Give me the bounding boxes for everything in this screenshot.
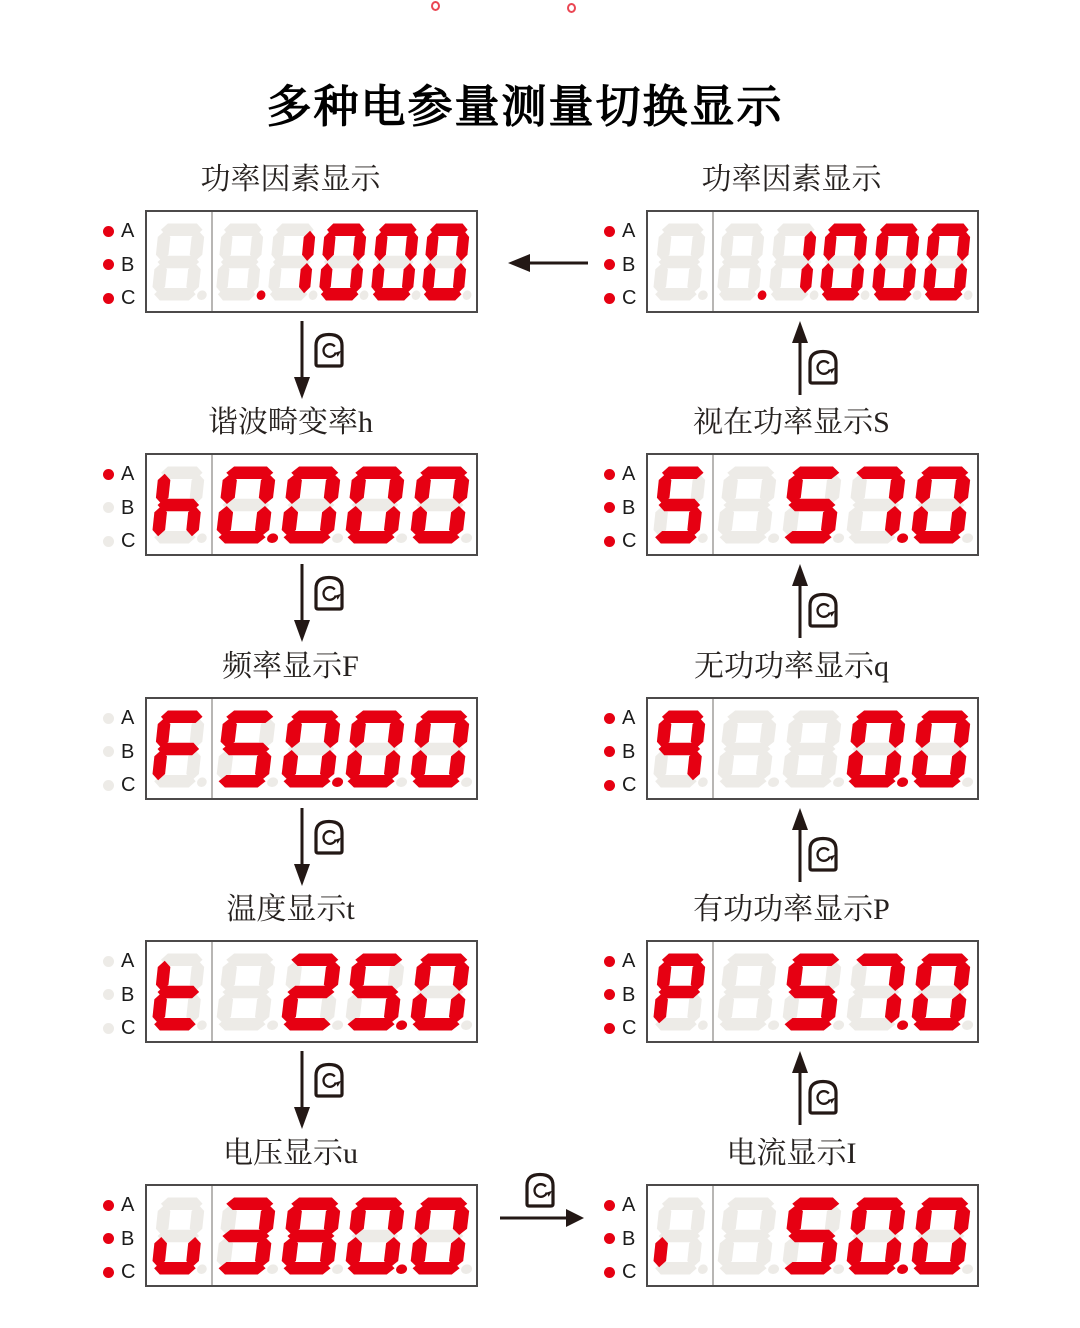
phase-c-dot bbox=[103, 1267, 114, 1278]
phase-b-dot bbox=[604, 259, 615, 270]
phase-b-indicator bbox=[604, 742, 646, 762]
display-harmonic-distortion-h bbox=[103, 403, 478, 556]
phase-c-dot bbox=[103, 536, 114, 547]
page-title: 多种电参量测量切换显示 bbox=[266, 80, 784, 133]
display-power-factor-left bbox=[103, 160, 478, 313]
mode-digit-cell bbox=[648, 953, 712, 1031]
phase-a-indicator bbox=[604, 1195, 646, 1215]
phase-a-label: A bbox=[121, 463, 135, 485]
phase-b-indicator bbox=[604, 1229, 646, 1249]
phase-c-indicator bbox=[604, 1018, 646, 1038]
phase-b-label: B bbox=[622, 983, 636, 1006]
phase-b-dot bbox=[103, 502, 114, 513]
phase-c-dot bbox=[103, 293, 114, 304]
led-digit-0 bbox=[344, 1197, 409, 1275]
phase-indicators bbox=[604, 210, 646, 313]
led-digit-0 bbox=[370, 223, 422, 301]
phase-b-dot bbox=[103, 259, 114, 270]
phase-b-dot bbox=[604, 989, 615, 1000]
led-digit-0 bbox=[871, 223, 923, 301]
phase-a-label: A bbox=[121, 1194, 135, 1216]
phase-a-label: A bbox=[622, 1194, 636, 1216]
led-digit-ghost bbox=[716, 710, 781, 788]
phase-a-label: A bbox=[121, 220, 135, 242]
led-digit-0 bbox=[409, 953, 474, 1031]
display-label: 电流显示I bbox=[726, 1137, 857, 1170]
phase-a-indicator bbox=[103, 708, 145, 728]
phase-a-indicator bbox=[103, 1195, 145, 1215]
mode-digit-cell bbox=[147, 953, 211, 1031]
led-digit-0 bbox=[910, 953, 975, 1031]
mode-digit-cell bbox=[147, 466, 211, 544]
phase-a-dot bbox=[103, 226, 114, 237]
led-panel bbox=[145, 940, 478, 1043]
value-digit-cells bbox=[213, 466, 476, 544]
led-digit-0 bbox=[280, 466, 345, 544]
value-digit-cells bbox=[714, 1197, 977, 1275]
phase-a-label: A bbox=[121, 950, 135, 972]
phase-b-indicator bbox=[103, 1229, 145, 1249]
led-digit-0 bbox=[845, 710, 910, 788]
phase-b-dot bbox=[103, 989, 114, 1000]
flow-arrow-up bbox=[791, 808, 851, 888]
led-digit-ghost bbox=[151, 223, 208, 301]
phase-c-indicator bbox=[103, 775, 145, 795]
led-digit-1 bbox=[768, 223, 820, 301]
cycle-key-icon bbox=[810, 595, 836, 627]
led-digit-ghost bbox=[716, 466, 781, 544]
led-panel bbox=[145, 210, 478, 313]
led-panel bbox=[646, 210, 979, 313]
led-panel bbox=[145, 1184, 478, 1287]
display-label: 功率因素显示 bbox=[200, 163, 381, 196]
display-label: 功率因素显示 bbox=[701, 163, 882, 196]
phase-c-label: C bbox=[622, 1017, 637, 1039]
cycle-key-icon bbox=[810, 1082, 836, 1114]
phase-b-label: B bbox=[121, 253, 135, 276]
led-digit-1 bbox=[267, 223, 319, 301]
led-digit-t bbox=[151, 953, 208, 1031]
led-digit-ghost bbox=[215, 953, 280, 1031]
led-digit-0 bbox=[215, 466, 280, 544]
phase-b-label: B bbox=[622, 253, 636, 276]
led-digit-q bbox=[652, 710, 709, 788]
led-digit-0 bbox=[910, 466, 975, 544]
display-label: 频率显示F bbox=[222, 650, 359, 683]
value-digit-cells bbox=[213, 953, 476, 1031]
led-digit-i bbox=[652, 1197, 709, 1275]
phase-indicators bbox=[604, 940, 646, 1043]
phase-indicators bbox=[103, 697, 145, 800]
led-digit-3 bbox=[215, 1197, 280, 1275]
led-digit-ghost bbox=[781, 710, 846, 788]
led-digit-ghost bbox=[652, 223, 709, 301]
phase-a-dot bbox=[604, 226, 615, 237]
phase-b-indicator bbox=[103, 498, 145, 518]
flow-arrow-left bbox=[506, 252, 590, 276]
display-temperature-t bbox=[103, 890, 478, 1043]
phase-a-indicator bbox=[103, 464, 145, 484]
value-digit-cells bbox=[213, 223, 476, 301]
phase-c-indicator bbox=[103, 288, 145, 308]
led-digit-P bbox=[652, 953, 709, 1031]
flow-arrow-down bbox=[293, 564, 353, 644]
mode-digit-cell bbox=[147, 710, 211, 788]
phase-indicators bbox=[103, 940, 145, 1043]
phase-indicators bbox=[604, 453, 646, 556]
phase-c-dot bbox=[604, 1023, 615, 1034]
led-panel bbox=[145, 697, 478, 800]
phase-a-dot bbox=[103, 469, 114, 480]
display-apparent-power-s bbox=[604, 403, 979, 556]
phase-c-indicator bbox=[604, 531, 646, 551]
phase-c-indicator bbox=[604, 288, 646, 308]
led-digit-ghost bbox=[716, 953, 781, 1031]
cycle-key-icon bbox=[810, 352, 836, 384]
phase-b-indicator bbox=[604, 985, 646, 1005]
led-digit-0 bbox=[819, 223, 871, 301]
phase-c-indicator bbox=[103, 1262, 145, 1282]
phase-b-dot bbox=[103, 1233, 114, 1244]
mode-digit-cell bbox=[147, 1197, 211, 1275]
led-panel bbox=[145, 453, 478, 556]
flow-arrow-up bbox=[791, 1051, 851, 1131]
phase-a-dot bbox=[103, 1200, 114, 1211]
led-digit-5 bbox=[781, 466, 846, 544]
phase-a-dot bbox=[604, 713, 615, 724]
led-digit-5 bbox=[344, 953, 409, 1031]
led-panel bbox=[646, 940, 979, 1043]
phase-a-label: A bbox=[622, 707, 636, 729]
phase-a-indicator bbox=[103, 221, 145, 241]
phase-b-label: B bbox=[121, 740, 135, 763]
cycle-key-icon bbox=[810, 839, 836, 871]
led-digit-5 bbox=[215, 710, 280, 788]
led-digit-8 bbox=[280, 1197, 345, 1275]
decor-red-dot bbox=[567, 3, 576, 13]
phase-a-label: A bbox=[121, 707, 135, 729]
display-power-factor-right bbox=[604, 160, 979, 313]
value-digit-cells bbox=[213, 710, 476, 788]
phase-b-dot bbox=[103, 746, 114, 757]
phase-c-label: C bbox=[121, 1261, 136, 1283]
phase-a-indicator bbox=[604, 464, 646, 484]
led-digit-dp bbox=[215, 223, 267, 301]
phase-a-label: A bbox=[622, 463, 636, 485]
phase-a-dot bbox=[604, 1200, 615, 1211]
mode-digit-cell bbox=[147, 223, 211, 301]
phase-c-dot bbox=[604, 1267, 615, 1278]
value-digit-cells bbox=[714, 466, 977, 544]
phase-a-label: A bbox=[622, 950, 636, 972]
flow-arrow-down bbox=[293, 808, 353, 888]
led-digit-7 bbox=[845, 466, 910, 544]
phase-b-dot bbox=[604, 502, 615, 513]
led-digit-0 bbox=[922, 223, 974, 301]
mode-digit-cell bbox=[648, 1197, 712, 1275]
phase-c-label: C bbox=[121, 287, 136, 309]
display-label: 有功功率显示P bbox=[693, 893, 890, 926]
led-digit-0 bbox=[409, 1197, 474, 1275]
led-digit-0 bbox=[344, 710, 409, 788]
display-label: 温度显示t bbox=[226, 893, 355, 926]
led-digit-h bbox=[151, 466, 208, 544]
led-digit-0 bbox=[318, 223, 370, 301]
phase-a-dot bbox=[604, 469, 615, 480]
phase-c-label: C bbox=[121, 774, 136, 796]
phase-b-indicator bbox=[103, 985, 145, 1005]
phase-c-dot bbox=[103, 1023, 114, 1034]
phase-c-dot bbox=[604, 780, 615, 791]
cycle-key-icon bbox=[316, 335, 342, 367]
display-active-power-p bbox=[604, 890, 979, 1043]
mode-digit-cell bbox=[648, 466, 712, 544]
phase-c-dot bbox=[604, 536, 615, 547]
phase-b-indicator bbox=[604, 255, 646, 275]
phase-a-indicator bbox=[604, 708, 646, 728]
phase-b-label: B bbox=[121, 496, 135, 519]
phase-indicators bbox=[103, 453, 145, 556]
phase-c-label: C bbox=[622, 287, 637, 309]
display-reactive-power-q bbox=[604, 647, 979, 800]
value-digit-cells bbox=[714, 223, 977, 301]
led-digit-u bbox=[151, 1197, 208, 1275]
phase-c-label: C bbox=[622, 530, 637, 552]
display-label: 无功功率显示q bbox=[694, 650, 889, 683]
led-digit-ghost bbox=[716, 1197, 781, 1275]
phase-a-dot bbox=[604, 956, 615, 967]
led-digit-2 bbox=[280, 953, 345, 1031]
led-digit-0 bbox=[409, 710, 474, 788]
led-digit-0 bbox=[845, 1197, 910, 1275]
phase-a-dot bbox=[103, 713, 114, 724]
flow-arrow-up bbox=[791, 564, 851, 644]
led-digit-dp bbox=[716, 223, 768, 301]
led-digit-5 bbox=[781, 953, 846, 1031]
value-digit-cells bbox=[714, 710, 977, 788]
led-digit-0 bbox=[344, 466, 409, 544]
phase-c-label: C bbox=[121, 530, 136, 552]
phase-b-label: B bbox=[121, 1227, 135, 1250]
decor-red-dot bbox=[431, 1, 440, 11]
led-digit-0 bbox=[280, 710, 345, 788]
led-panel bbox=[646, 453, 979, 556]
phase-b-label: B bbox=[622, 1227, 636, 1250]
mode-digit-cell bbox=[648, 223, 712, 301]
cycle-key-icon bbox=[316, 822, 342, 854]
phase-c-dot bbox=[103, 780, 114, 791]
phase-indicators bbox=[604, 1184, 646, 1287]
flow-arrow-down bbox=[293, 1051, 353, 1131]
flow-arrow-right bbox=[498, 1170, 586, 1228]
led-digit-0 bbox=[421, 223, 473, 301]
phase-a-indicator bbox=[604, 951, 646, 971]
phase-indicators bbox=[604, 697, 646, 800]
led-digit-5 bbox=[781, 1197, 846, 1275]
value-digit-cells bbox=[714, 953, 977, 1031]
phase-indicators bbox=[103, 210, 145, 313]
cycle-key-icon bbox=[316, 1065, 342, 1097]
mode-digit-cell bbox=[648, 710, 712, 788]
flow-arrow-down bbox=[293, 321, 353, 401]
phase-b-indicator bbox=[103, 255, 145, 275]
display-label: 视在功率显示S bbox=[693, 406, 890, 439]
phase-c-dot bbox=[604, 293, 615, 304]
phase-b-indicator bbox=[103, 742, 145, 762]
phase-a-dot bbox=[103, 956, 114, 967]
led-digit-0 bbox=[910, 710, 975, 788]
phase-indicators bbox=[103, 1184, 145, 1287]
led-digit-7 bbox=[845, 953, 910, 1031]
phase-c-label: C bbox=[121, 1017, 136, 1039]
display-current-i bbox=[604, 1134, 979, 1287]
phase-c-label: C bbox=[622, 1261, 637, 1283]
led-digit-0 bbox=[409, 466, 474, 544]
phase-c-label: C bbox=[622, 774, 637, 796]
led-panel bbox=[646, 1184, 979, 1287]
display-frequency-f bbox=[103, 647, 478, 800]
phase-c-indicator bbox=[604, 1262, 646, 1282]
phase-b-label: B bbox=[121, 983, 135, 1006]
display-label: 电压显示u bbox=[223, 1137, 358, 1170]
phase-b-dot bbox=[604, 746, 615, 757]
phase-c-indicator bbox=[604, 775, 646, 795]
phase-a-label: A bbox=[622, 220, 636, 242]
led-digit-F bbox=[151, 710, 208, 788]
led-panel bbox=[646, 697, 979, 800]
cycle-key-icon bbox=[316, 578, 342, 610]
led-digit-0 bbox=[910, 1197, 975, 1275]
value-digit-cells bbox=[213, 1197, 476, 1275]
phase-b-indicator bbox=[604, 498, 646, 518]
phase-a-indicator bbox=[604, 221, 646, 241]
phase-b-label: B bbox=[622, 496, 636, 519]
phase-b-label: B bbox=[622, 740, 636, 763]
phase-c-indicator bbox=[103, 531, 145, 551]
flow-arrow-up bbox=[791, 321, 851, 401]
led-digit-S bbox=[652, 466, 709, 544]
cycle-key-icon bbox=[527, 1175, 553, 1207]
display-voltage-u bbox=[103, 1134, 478, 1287]
phase-a-indicator bbox=[103, 951, 145, 971]
display-label: 谐波畸变率h bbox=[208, 406, 373, 439]
phase-c-indicator bbox=[103, 1018, 145, 1038]
phase-b-dot bbox=[604, 1233, 615, 1244]
